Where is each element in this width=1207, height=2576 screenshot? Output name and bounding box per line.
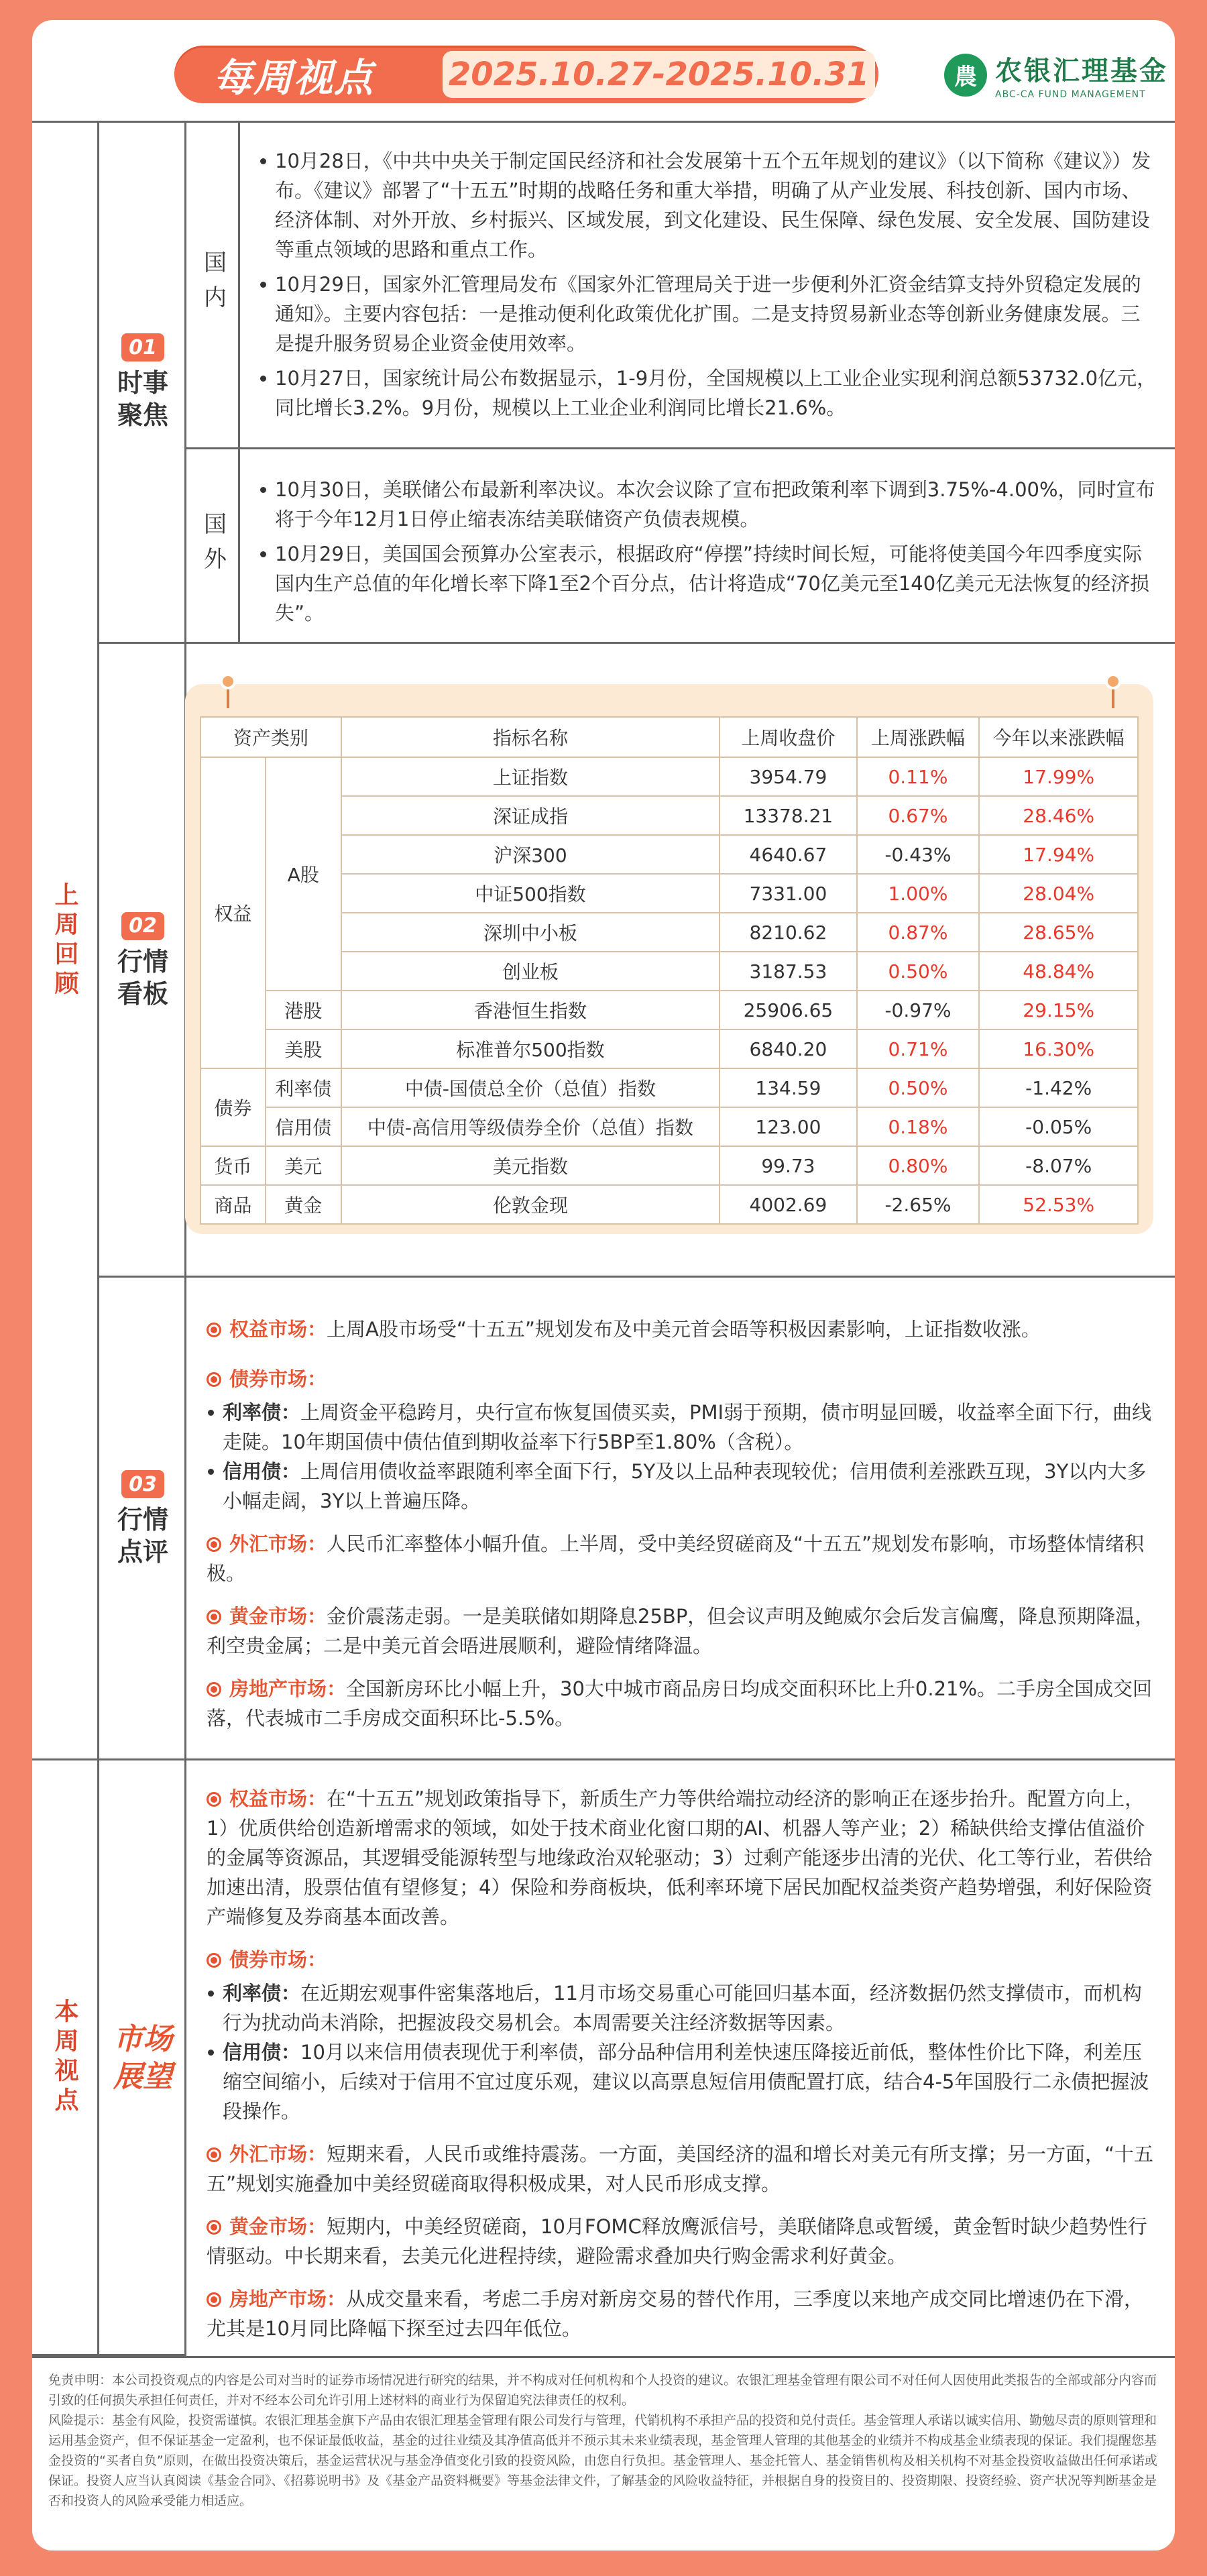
market-table [200, 716, 1139, 1225]
table-row [200, 1185, 1138, 1224]
date-box [443, 51, 875, 98]
week-change: 0.67% [857, 796, 980, 835]
header-week-change: 上周涨跌幅 [857, 717, 980, 757]
group-equity: 权益 [200, 757, 266, 1068]
close-value: 8210.62 [720, 913, 856, 952]
close-value: 134.59 [720, 1068, 856, 1107]
index-name: 沪深300 [341, 835, 720, 874]
table-header-row [200, 717, 1138, 757]
bullet-circle-icon [207, 1537, 221, 1552]
group-currency: 货币 [200, 1146, 266, 1185]
close-value: 99.73 [720, 1146, 856, 1185]
sub-bullet-item [207, 1978, 1159, 2037]
table-row [200, 796, 1138, 835]
sub-bullet-item [207, 1457, 1159, 1516]
section-1-name-2: 聚焦 [117, 400, 168, 430]
week-change: 0.50% [857, 952, 980, 991]
week-change: -2.65% [857, 1185, 980, 1224]
week-change: 0.71% [857, 1029, 980, 1068]
table-row [200, 913, 1138, 952]
footer [32, 2356, 1175, 2551]
disclaimer: 免责申明：本公司投资观点的内容是公司对当时的证券市场情况进行研究的结果，并不构成对任何机构和个人投资的建议。农银汇理基金管理有限公司不对任何人因使用此类报告的全部或部分内容而引致的任何损失承担任何责任，并对不经本公司允许引用上述材料的商业行为保留追究法律责任的权利。 [48, 2373, 1157, 2408]
ytd-change: 28.65% [979, 913, 1138, 952]
review-fx [207, 1529, 1159, 1588]
header-close: 上周收盘价 [720, 717, 856, 757]
logo-icon: 農 [944, 54, 987, 97]
ytd-change: 48.84% [979, 952, 1138, 991]
section-4-label [99, 1760, 186, 2356]
close-value: 3954.79 [720, 757, 856, 796]
this-week-label: 本周视点 [32, 1760, 99, 2356]
table-row [200, 874, 1138, 913]
ytd-change: 52.53% [979, 1185, 1138, 1224]
review-gold [207, 1602, 1159, 1661]
bullet-circle-icon [207, 1682, 221, 1697]
close-value: 4002.69 [720, 1185, 856, 1224]
section-2-name-1: 行情 [117, 946, 168, 976]
table-row [200, 1146, 1138, 1185]
topic-head: 黄金市场： [229, 2215, 327, 2238]
brand-logo [944, 50, 1168, 100]
sub-label: 利率债： [223, 1982, 301, 2005]
outlook-realty [207, 2284, 1159, 2343]
page-title: 每周视点 [213, 55, 375, 101]
bullet-circle-icon [207, 1323, 221, 1337]
close-value: 4640.67 [720, 835, 856, 874]
index-name: 上证指数 [341, 757, 720, 796]
topic-head: 债券市场： [229, 1367, 327, 1390]
topic-head: 房地产市场： [229, 1677, 347, 1700]
index-name: 伦敦金现 [341, 1185, 720, 1224]
table-row [200, 952, 1138, 991]
index-name: 标准普尔500指数 [341, 1029, 720, 1068]
group-rate-bond: 利率债 [266, 1068, 341, 1107]
last-week-label: 上周回顾 [32, 121, 99, 1760]
header-ytd-change: 今年以来涨跌幅 [979, 717, 1138, 757]
ytd-change: -0.05% [979, 1107, 1138, 1146]
close-value: 13378.21 [720, 796, 856, 835]
week-change: 0.80% [857, 1146, 980, 1185]
pin-icon [1105, 673, 1121, 689]
outlook-bond-list [207, 1978, 1159, 2126]
table-row [200, 1029, 1138, 1068]
domestic-news-list [259, 146, 1157, 428]
outlook-fx [207, 2139, 1159, 2198]
close-value: 3187.53 [720, 952, 856, 991]
domestic-news-item: 10月28日，《中共中央关于制定国民经济和社会发展第十五个五年规划的建议》（以下简称《建议》）发布。《建议》部署了“十五五”时期的战略任务和重大举措，明确了从产业发展、科技创新、国内市场、经济体制、对外开放、乡村振兴、区域发展，到文化建设、民生保障、绿色发展、安全发展、国防建设等重点领域的思路和重点工作。 [259, 146, 1157, 264]
section-4-name-1: 市场 [113, 2022, 172, 2056]
ytd-change: 29.15% [979, 991, 1138, 1029]
ytd-change: 28.04% [979, 874, 1138, 913]
index-name: 中债-国债总全价（总值）指数 [341, 1068, 720, 1107]
section-3-name-1: 行情 [117, 1505, 168, 1534]
header [32, 20, 1175, 121]
topic-head: 权益市场： [229, 1787, 327, 1810]
topic-head: 权益市场： [229, 1318, 327, 1341]
topic-text: 全国新房环比小幅上升，30大中城市商品房日均成交面积环比上升0.21%。二手房全国成交回落，代表城市二手房成交面积环比-5.5%。 [207, 1677, 1153, 1730]
table-row [200, 1107, 1138, 1146]
table-row [200, 757, 1138, 796]
section-2-label [99, 644, 186, 1278]
index-name: 中债-高信用等级债券全价（总值）指数 [341, 1107, 720, 1146]
section-1-label [99, 121, 186, 644]
foreign-news-list [259, 475, 1157, 633]
sub-text: 上周信用债收益率跟随利率全面下行，5Y及以上品种表现较优；信用债利差涨跌互现，3Y以内大多小幅走阔，3Y以上普遍压降。 [223, 1460, 1147, 1512]
group-a-share: A股 [266, 757, 341, 991]
bullet-circle-icon [207, 1610, 221, 1624]
bullet-circle-icon [207, 2147, 221, 2162]
pin-icon [220, 673, 236, 689]
review-realty [207, 1674, 1159, 1733]
domestic-news-item: 10月27日，国家统计局公布数据显示，1-9月份，全国规模以上工业企业实现利润总额53732.0亿元，同比增长3.2%。9月份，规模以上工业企业利润同比增长21.6%。 [259, 363, 1157, 423]
section-1-num: 01 [121, 333, 164, 361]
bullet-circle-icon [207, 2292, 221, 2307]
topic-text: 人民币汇率整体小幅升值。上半周，受中美经贸磋商及“十五五”规划发布影响，市场整体情绪积极。 [207, 1532, 1145, 1585]
logo-cn: 农银汇理基金 [995, 56, 1168, 87]
ytd-change: -1.42% [979, 1068, 1138, 1107]
ytd-change: 17.99% [979, 757, 1138, 796]
topic-head: 债券市场： [229, 1948, 327, 1971]
section-2-num: 02 [121, 912, 164, 940]
ytd-change: 17.94% [979, 835, 1138, 874]
topic-head: 房地产市场： [229, 2288, 347, 2310]
index-name: 美元指数 [341, 1146, 720, 1185]
group-us: 美股 [266, 1029, 341, 1068]
outlook-gold [207, 2212, 1159, 2271]
topic-text: 金价震荡走弱。一是美联储如期降息25BP，但会议声明及鲍威尔会后发言偏鹰，降息预期降温，利空贵金属；二是中美元首会晤进展顺利，避险情绪降温。 [207, 1605, 1155, 1657]
sub-text: 10月以来信用债表现优于利率债，部分品种信用利差快速压降接近前低，整体性价比下降，利差压缩空间缩小，后续对于信用不宜过度乐观，建议以高票息短信用债配置打底，结合4-5年国股行二永债把握波段操作。 [223, 2041, 1149, 2123]
topic-head: 外汇市场： [229, 2143, 327, 2166]
index-name: 中证500指数 [341, 874, 720, 913]
section-4-name-2: 展望 [113, 2060, 172, 2094]
group-usd: 美元 [266, 1146, 341, 1185]
table-row [200, 1068, 1138, 1107]
sub-label: 信用债： [223, 2041, 301, 2064]
ytd-change: 28.46% [979, 796, 1138, 835]
foreign-label: 国外 [199, 512, 227, 581]
week-change: -0.97% [857, 991, 980, 1029]
review-equity [207, 1314, 1159, 1344]
ytd-change: 16.30% [979, 1029, 1138, 1068]
index-name: 创业板 [341, 952, 720, 991]
outlook-bond [207, 1945, 1159, 1974]
group-gold: 黄金 [266, 1185, 341, 1224]
week-change: 0.11% [857, 757, 980, 796]
domestic-news-item: 10月29日，国家外汇管理局发布《国家外汇管理局关于进一步便利外汇资金结算支持外贸稳定发展的通知》。主要内容包括：一是推动便利化政策优化扩围。二是支持贸易新业态等创新业务健康发展。三是提升服务贸易企业资金使用效率。 [259, 270, 1157, 358]
logo-en: ABC-CA FUND MANAGEMENT [995, 89, 1146, 100]
group-bond: 债券 [200, 1068, 266, 1146]
topic-head: 外汇市场： [229, 1532, 327, 1555]
close-value: 7331.00 [720, 874, 856, 913]
week-change: 0.50% [857, 1068, 980, 1107]
sub-bullet-item [207, 1398, 1159, 1457]
bullet-circle-icon [207, 1792, 221, 1807]
outlook-equity [207, 1784, 1159, 1931]
table-row [200, 991, 1138, 1029]
bullet-circle-icon [207, 1953, 221, 1968]
review-bond [207, 1364, 1159, 1394]
group-commodity: 商品 [200, 1185, 266, 1224]
section-1-name-1: 时事 [117, 368, 168, 398]
review-bond-list [207, 1398, 1159, 1516]
week-change: -0.43% [857, 835, 980, 874]
section-3-num: 03 [121, 1470, 164, 1498]
index-name: 深证成指 [341, 796, 720, 835]
sub-label: 利率债： [223, 1401, 301, 1424]
market-board [185, 684, 1153, 1234]
bullet-circle-icon [207, 1372, 221, 1387]
close-value: 6840.20 [720, 1029, 856, 1068]
topic-text: 上周A股市场受“十五五”规划发布及中美元首会晤等积极因素影响，上证指数收涨。 [327, 1318, 1041, 1341]
topic-text: 从成交量来看，考虑二手房对新房交易的替代作用，三季度以来地产成交同比增速仍在下滑，尤其是10月同比降幅下探至过去四年低位。 [207, 2288, 1144, 2340]
close-value: 25906.65 [720, 991, 856, 1029]
header-index-name: 指标名称 [341, 717, 720, 757]
index-name: 香港恒生指数 [341, 991, 720, 1029]
table-row [200, 835, 1138, 874]
foreign-news-item: 10月29日，美国国会预算办公室表示，根据政府“停摆”持续时间长短，可能将使美国今年四季度实际国内生产总值的年化增长率下降1至2个百分点，估计将造成“70亿美元至140亿美元无法恢复的经济损失”。 [259, 539, 1157, 628]
group-hk: 港股 [266, 991, 341, 1029]
topic-text: 在“十五五”规划政策指导下，新质生产力等供给端拉动经济的影响正在逐步抬升。配置方向上，1）优质供给创造新增需求的领域，如处于技术商业化窗口期的AI、机器人等产业；2）稀缺供给支撑估值溢价的金属等资源品，其逻辑受能源转型与地缘政治双轮驱动；3）过剩产能逐步出清的光伏、化工等行业，若供给加速出清，股票估值有望修复；4）保险和券商板块，低利率环境下居民加配权益类资产趋势增强，利好保险资产端修复及券商基本面改善。 [207, 1787, 1153, 1928]
sub-text: 在近期宏观事件密集落地后，11月市场交易重心可能回归基本面，经济数据仍然支撑债市，而机构行为扰动尚未消除，把握波段交易机会。本周需要关注经济数据等因素。 [223, 1982, 1142, 2034]
topic-text: 短期来看，人民币或维持震荡。一方面，美国经济的温和增长对美元有所支撑；另一方面，“十五五”规划实施叠加中美经贸磋商取得积极成果，对人民币形成支撑。 [207, 2143, 1154, 2195]
foreign-news-item: 10月30日，美联储公布最新利率决议。本次会议除了宣布把政策利率下调到3.75%-4.00%，同时宣布将于今年12月1日停止缩表冻结美联储资产负债表规模。 [259, 475, 1157, 534]
date-range: 2025.10.27-2025.10.31 [448, 56, 870, 93]
ytd-change: -8.07% [979, 1146, 1138, 1185]
index-name: 深圳中小板 [341, 913, 720, 952]
title-banner [174, 46, 878, 103]
topic-head: 黄金市场： [229, 1605, 327, 1628]
domestic-label: 国内 [199, 250, 227, 320]
outlook-content [207, 1784, 1159, 2343]
sub-text: 上周资金平稳跨月，央行宣布恢复国债买卖，PMI弱于预期，债市明显回暖，收益率全面下行，曲线走陡。10年期国债中债估值到期收益率下行5BP至1.80%（含税）。 [223, 1401, 1152, 1453]
sub-label: 信用债： [223, 1460, 301, 1483]
week-change: 0.87% [857, 913, 980, 952]
bullet-circle-icon [207, 2220, 221, 2235]
risk-notice: 风险提示：基金有风险，投资需谨慎。农银汇理基金旗下产品由农银汇理基金管理有限公司发行与管理，代销机构不承担产品的投资和兑付责任。基金管理人承诺以诚实信用、勤勉尽责的原则管理和运用基金资产，但不保证基金一定盈利，也不保证最低收益，基金的过往业绩及其净值高低并不预示其未来业绩表现，基金管理人管理的其他基金的业绩并不构成基金业绩表现的保证。我们提醒您基金投资的“买者自负”原则，在做出投资决策后，基金运营状况与基金净值变化引致的投资风险，由您自行负担。基金管理人、基金托管人、基金销售机构及相关机构不对基金投资收益做出任何承诺或保证。投资人应当认真阅读《基金合同》、《招募说明书》及《基金产品资料概要》等基金法律文件，了解基金的风险收益特征，并根据自身的投资目的、投资期限、投资经验、资产状况等判断基金是否和投资人的风险承受能力相适应。 [48, 2413, 1157, 2508]
group-credit-bond: 信用债 [266, 1107, 341, 1146]
header-asset-class: 资产类别 [200, 717, 341, 757]
section-2-name-2: 看板 [117, 978, 168, 1009]
sub-bullet-item [207, 2037, 1159, 2126]
section-3-label [99, 1278, 186, 1760]
section-3-name-2: 点评 [117, 1537, 168, 1567]
close-value: 123.00 [720, 1107, 856, 1146]
review-content [207, 1314, 1159, 1733]
week-change: 0.18% [857, 1107, 980, 1146]
topic-text: 短期内，中美经贸磋商，10月FOMC释放鹰派信号，美联储降息或暂缓，黄金暂时缺少趋势性行情驱动。中长期来看，去美元化进程持续，避险需求叠加央行购金需求利好黄金。 [207, 2215, 1147, 2267]
week-change: 1.00% [857, 874, 980, 913]
